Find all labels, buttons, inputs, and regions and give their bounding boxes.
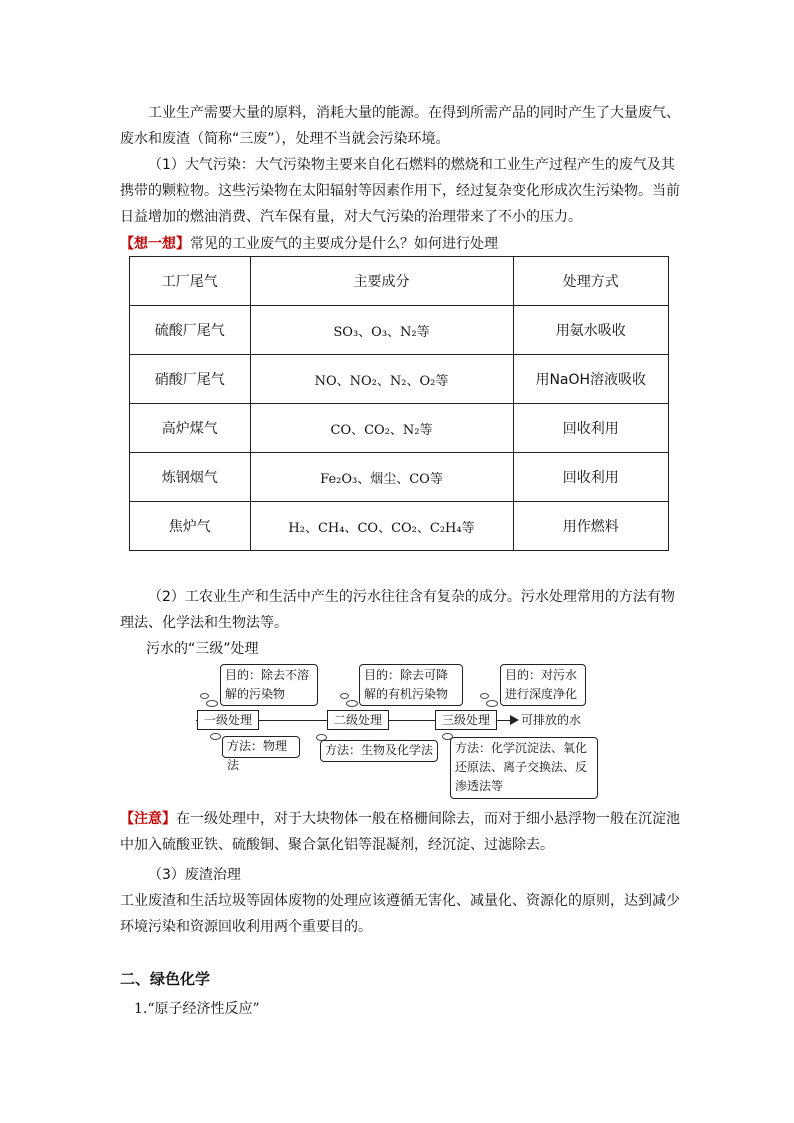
table-header-row bbox=[130, 257, 669, 306]
cell-composition: NO、NO₂、N₂、O₂等 bbox=[250, 355, 513, 404]
cell-gas-name: 硫酸厂尾气 bbox=[130, 306, 251, 355]
bubble-icon bbox=[442, 733, 453, 740]
intro-paragraph: 工业生产需要大量的原料，消耗大量的能源。在得到所需产品的同时产生了大量废气、废水和废渣（简称“三废”），处理不当就会污染环境。 bbox=[120, 105, 680, 147]
method-1-box: 方法：物理法 bbox=[222, 736, 300, 758]
note-text: 在一级处理中，对于大块物体一般在格栅间除去，而对于细小悬浮物一般在沉淀池中加入硫酸亚铁、硫酸铜、聚合氯化铝等混凝剂，经沉淀、过滤除去。 bbox=[120, 811, 680, 853]
section-2-item-1: 1.“原子经济性反应” bbox=[134, 1001, 260, 1017]
cell-gas-name: 炼钢烟气 bbox=[130, 453, 251, 502]
cell-composition: Fe₂O₃、烟尘、CO等 bbox=[250, 453, 513, 502]
bubble-icon bbox=[210, 733, 221, 740]
cell-composition: CO、CO₂、N₂等 bbox=[250, 404, 513, 453]
bubble-icon bbox=[316, 734, 327, 741]
cell-treatment: 回收利用 bbox=[513, 453, 668, 502]
header-factory-gas: 工厂尾气 bbox=[130, 257, 251, 306]
note-tag: 【注意】 bbox=[120, 811, 176, 827]
think-tag: 【想一想】 bbox=[120, 236, 190, 252]
bubble-icon bbox=[346, 700, 358, 707]
table-row bbox=[130, 306, 669, 355]
residue-heading: （3）废渣治理 bbox=[148, 867, 241, 883]
note-paragraph bbox=[120, 806, 680, 858]
cell-gas-name: 高炉煤气 bbox=[130, 404, 251, 453]
air-pollution-paragraph: （1）大气污染：大气污染物主要来自化石燃料的燃烧和工业生产过程产生的废气及其携带的颗粒物。这些污染物在太阳辐射等因素作用下，经过复杂变化形成次生污染物。当前日益增加的燃油消费、汽车保有量，对大气污染的治理带来了不小的压力。 bbox=[120, 157, 680, 225]
method-2-box: 方法：生物及化学法 bbox=[320, 740, 438, 762]
table-row bbox=[130, 502, 669, 551]
residue-paragraph: 工业废渣和生活垃圾等固体废物的处理应该遵循无害化、减量化、资源化的原则，达到减少环境污染和资源回收利用两个重要目的。 bbox=[120, 893, 680, 935]
header-treatment: 处理方式 bbox=[513, 257, 668, 306]
bubble-icon bbox=[340, 693, 349, 699]
output-label: 可排放的水 bbox=[521, 713, 582, 727]
table-row bbox=[130, 355, 669, 404]
cell-treatment: 用NaOH溶液吸收 bbox=[513, 355, 668, 404]
cell-treatment: 用氨水吸收 bbox=[513, 306, 668, 355]
think-text: 常见的工业废气的主要成分是什么？如何进行处理 bbox=[190, 236, 498, 252]
bubble-icon bbox=[480, 693, 489, 699]
bubble-icon bbox=[200, 693, 209, 699]
stage-3-box: 三级处理 bbox=[435, 710, 497, 730]
table-row bbox=[130, 453, 669, 502]
cell-composition: SO₃、O₃、N₂等 bbox=[250, 306, 513, 355]
goal-2-box: 目的：除去可降解的有机污染物 bbox=[359, 664, 463, 706]
cell-treatment: 用作燃料 bbox=[513, 502, 668, 551]
table-row bbox=[130, 404, 669, 453]
bubble-icon bbox=[486, 700, 498, 707]
waste-gas-table bbox=[129, 256, 669, 551]
stage-1-box: 一级处理 bbox=[197, 710, 259, 730]
bubble-icon bbox=[206, 700, 218, 707]
diagram-title: 污水的“三级”处理 bbox=[146, 641, 259, 657]
goal-1-box: 目的：除去不溶解的污染物 bbox=[220, 664, 318, 706]
method-3-box: 方法：化学沉淀法、氧化还原法、离子交换法、反渗透法等 bbox=[450, 737, 598, 799]
section-2-heading: 二、绿色化学 bbox=[120, 970, 211, 988]
arrow-head-icon bbox=[510, 715, 519, 725]
cell-treatment: 回收利用 bbox=[513, 404, 668, 453]
goal-3-box: 目的：对污水进行深度净化 bbox=[500, 664, 586, 706]
header-composition: 主要成分 bbox=[250, 257, 513, 306]
stage-2-box: 二级处理 bbox=[327, 710, 389, 730]
cell-gas-name: 硝酸厂尾气 bbox=[130, 355, 251, 404]
wastewater-paragraph: （2）工农业生产和生活中产生的污水往往含有复杂的成分。污水处理常用的方法有物理法、化学法和生物法等。 bbox=[120, 589, 675, 631]
cell-gas-name: 焦炉气 bbox=[130, 502, 251, 551]
think-prompt bbox=[120, 232, 680, 256]
cell-composition: H₂、CH₄、CO、CO₂、C₂H₄等 bbox=[250, 502, 513, 551]
